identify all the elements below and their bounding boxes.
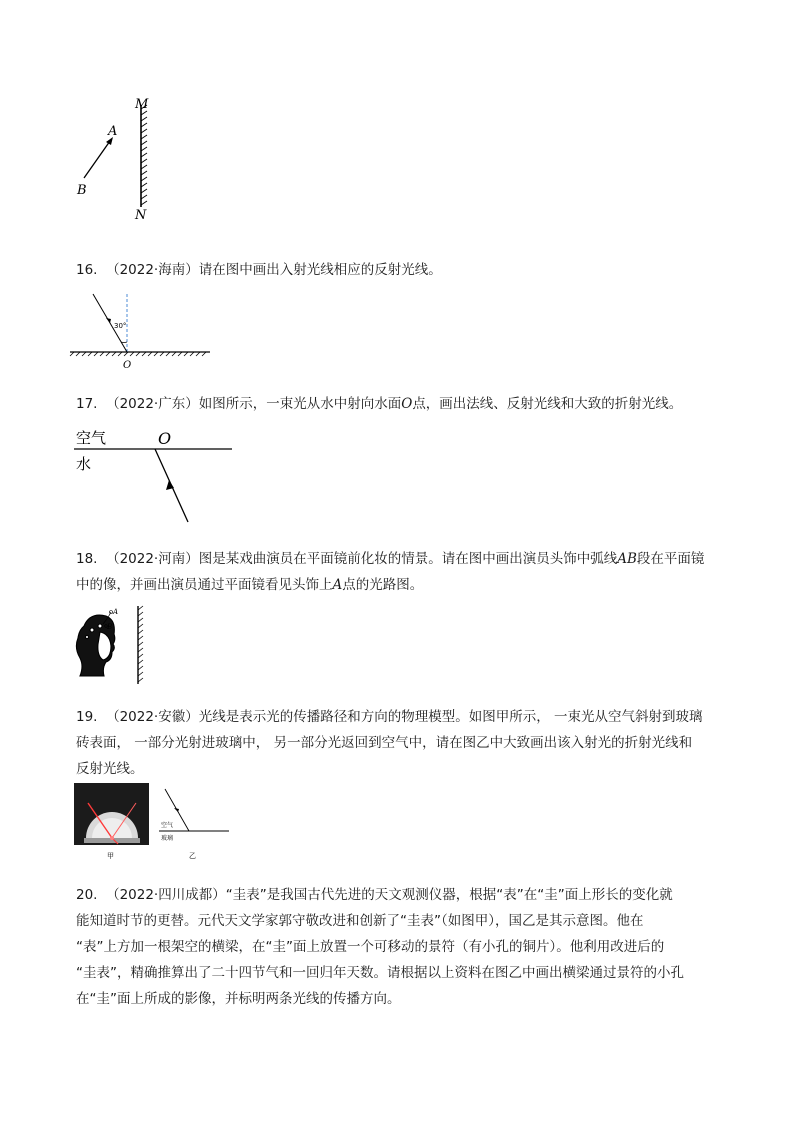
angle-label: 30° xyxy=(114,322,127,330)
question-number: 20. xyxy=(76,887,98,903)
label-b: B xyxy=(107,623,113,631)
question-source: （2022·河南） xyxy=(106,551,199,567)
glass-label: 玻璃 xyxy=(161,835,174,842)
point-o-label: O xyxy=(158,429,172,448)
incident-ray-ba xyxy=(84,141,110,178)
air-label: 空气 xyxy=(161,822,174,829)
question-source: （2022·海南） xyxy=(106,262,199,278)
question-number: 19. xyxy=(76,709,98,725)
reflection-figure-16 xyxy=(70,292,220,374)
question-16 xyxy=(76,257,726,283)
question-source: （2022·安徽） xyxy=(106,709,199,725)
question-20: 20. （2022·四川成都）“圭表”是我国古代先进的天文观测仪器，根据“表”在“圭”面上形长的变化就 能知道时节的更替。元代天文学家郭守敬改进和创新了“圭表”（如图甲），国乙是其示意图。他在 “表”上方加一根架空的横梁，在“圭”面上放置一个可移动的景符（有小孔的铜片）。他利用改进后的 “圭表”，精确推算出了二十四节气和一回归年天数。请根据以上资料在图乙中画出横梁通过景符的小孔 在“圭”面上所成的影像，并标明两条光线的传播方向。 xyxy=(76,887,684,1007)
caption-yi: 乙 xyxy=(189,852,196,860)
question-text: 请在图中画出入射光线相应的反射光线。 xyxy=(198,262,442,278)
air-label: 空气 xyxy=(76,429,107,447)
question-number: 16. xyxy=(76,262,98,278)
label-a: A xyxy=(113,608,119,616)
refraction-figure-17 xyxy=(70,424,240,524)
point-o-label: O xyxy=(123,360,132,371)
label-m: M xyxy=(135,97,149,112)
water-label: 水 xyxy=(76,455,92,473)
point-o: O xyxy=(401,396,413,412)
label-n: N xyxy=(135,208,147,223)
question-18: 18. （2022·河南）图是某戏曲演员在平面镜前化妆的情景。请在图中画出演员头饰中弧线AB段在平面镜 中的像，并画出演员通过平面镜看见头饰上A点的光路图。 xyxy=(76,551,705,593)
glass-diagram xyxy=(155,783,235,861)
experiment-photo xyxy=(74,783,149,861)
question-number: 18. xyxy=(76,551,98,567)
caption-jia: 甲 xyxy=(107,852,114,860)
question-source: （2022·广东） xyxy=(106,396,199,412)
question-source: （2022·四川成都） xyxy=(106,887,226,903)
point-a: A xyxy=(332,577,343,593)
question-17: 17. （2022·广东）如图所示，一束光从水中射向水面O点，画出法线、反射光线和大致的折射光线。 xyxy=(76,396,683,412)
question-number: 17. xyxy=(76,396,98,412)
arc-ab: AB xyxy=(617,551,637,567)
label-b: B xyxy=(77,183,87,198)
opera-mirror-figure-18 xyxy=(70,604,160,686)
mirror-ray-figure-top xyxy=(70,95,170,225)
label-a: A xyxy=(108,124,118,139)
question-19: 19. （2022·安徽）光线是表示光的传播路径和方向的物理模型。如图甲所示， 一束光从空气斜射到玻璃 砖表面， 一部分光射进玻璃中， 另一部分光返回到空气中，请在图乙中大致画出该入射光的折射光线和 反射光线。 xyxy=(76,709,703,777)
